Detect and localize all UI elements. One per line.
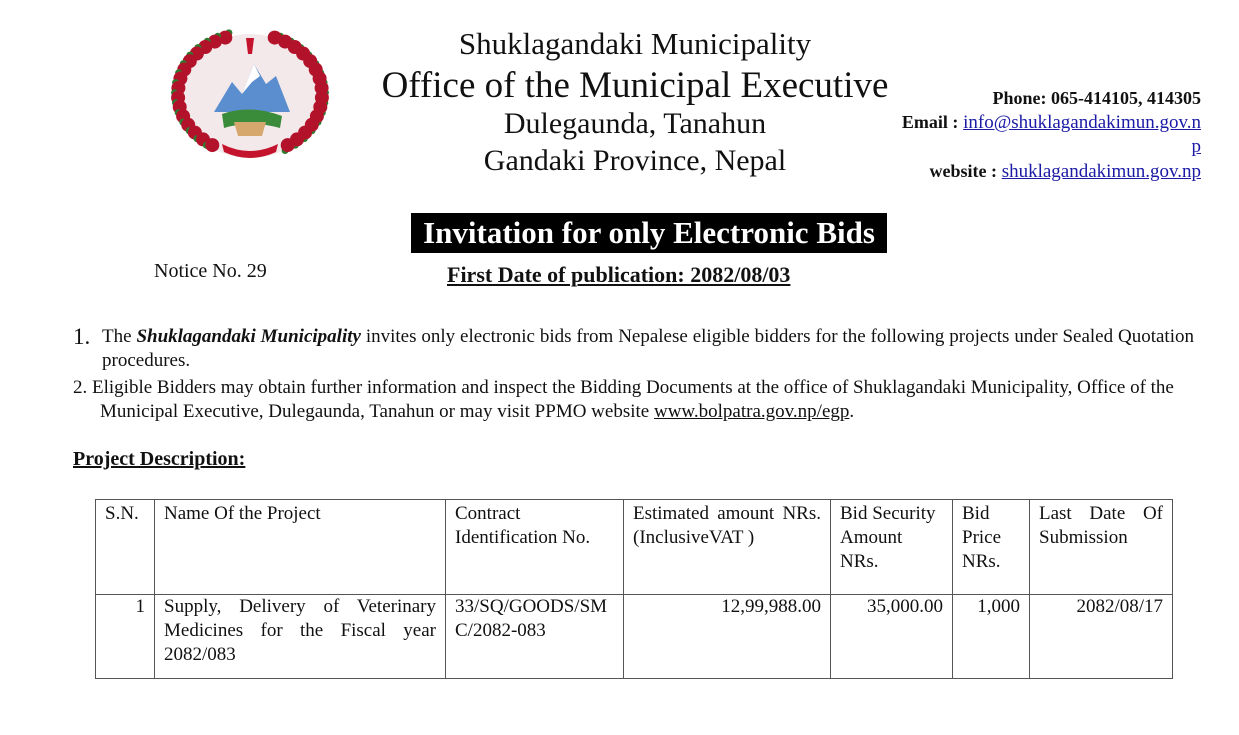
website-label: website : — [929, 161, 997, 181]
notice-title: Invitation for only Electronic Bids — [411, 213, 887, 253]
province-line: Gandaki Province, Nepal — [483, 144, 787, 177]
website-link[interactable]: shuklagandakimun.gov.np — [1001, 161, 1201, 182]
paragraph-2-end: . — [849, 401, 855, 422]
header-sn: S.N. — [96, 500, 155, 595]
cell-bid-price: 1,000 — [953, 595, 1030, 679]
emblem-flower — [281, 138, 295, 152]
paragraph-1-post: invites only electronic bids from Nepalese eligible bidders for the following projects under Sealed Quotation procedures. — [102, 326, 1194, 371]
cell-sn: 1 — [96, 595, 155, 679]
paragraph-2 — [73, 376, 1194, 424]
cell-project-name: Supply, Delivery of Veterinary Medicines for the Fiscal year 2082/083 — [155, 595, 446, 679]
paragraph-1-pre: The — [102, 326, 137, 347]
office-name: Office of the Municipal Executive — [381, 65, 889, 106]
email-link-continued[interactable]: p — [1191, 136, 1201, 157]
publication-date: First Date of publication: 2082/08/03 — [447, 262, 791, 287]
header-last-date: Last Date Of Submission — [1030, 500, 1173, 595]
email-label: Email : — [901, 112, 959, 132]
cell-estimated-amount: 12,99,988.00 — [624, 595, 831, 679]
municipality-name: Shuklagandaki Municipality — [458, 26, 812, 61]
phone-number: Phone: 065-414105, 414305 — [992, 88, 1201, 108]
cell-last-date: 2082/08/17 — [1030, 595, 1173, 679]
projects-table — [95, 499, 1173, 679]
website-row — [929, 161, 1201, 183]
address-line: Dulegaunda, Tanahun — [503, 107, 767, 140]
header-estimated-amount: Estimated amount NRs.(InclusiveVAT ) — [624, 500, 831, 595]
notice-number: Notice No. 29 — [154, 260, 267, 282]
header-contract-id: Contract Identification No. — [446, 500, 624, 595]
paragraph-1-org: Shuklagandaki Municipality — [136, 326, 361, 347]
project-description-heading: Project Description: — [73, 448, 246, 470]
ppmo-link[interactable]: www.bolpatra.gov.np/egp — [653, 401, 850, 422]
header-bid-price: Bid Price NRs. — [953, 500, 1030, 595]
emblem-flower — [205, 138, 219, 152]
table-row — [96, 595, 1173, 679]
email-row — [902, 112, 1201, 134]
header-project-name: Name Of the Project — [155, 500, 446, 595]
paragraph-2-text: 2. Eligible Bidders may obtain further information and inspect the Bidding Documents at the office of Shuklagandaki Municipality, Office of the Municipal Executive, Dulegaunda, Tanahun or may visit PPMO website — [73, 377, 1174, 422]
paragraph-1-number: 1. — [73, 324, 91, 349]
header-bid-security: Bid Security Amount NRs. — [831, 500, 953, 595]
paragraph-1 — [73, 325, 1194, 373]
cell-contract-id: 33/SQ/GOODS/SMC/2082-083 — [446, 595, 624, 679]
cell-bid-security: 35,000.00 — [831, 595, 953, 679]
email-row-wrap — [1192, 136, 1202, 158]
email-link[interactable]: info@shuklagandakimun.gov.n — [963, 112, 1201, 133]
nepal-emblem-icon — [162, 24, 338, 166]
table-header-row — [96, 500, 1173, 595]
